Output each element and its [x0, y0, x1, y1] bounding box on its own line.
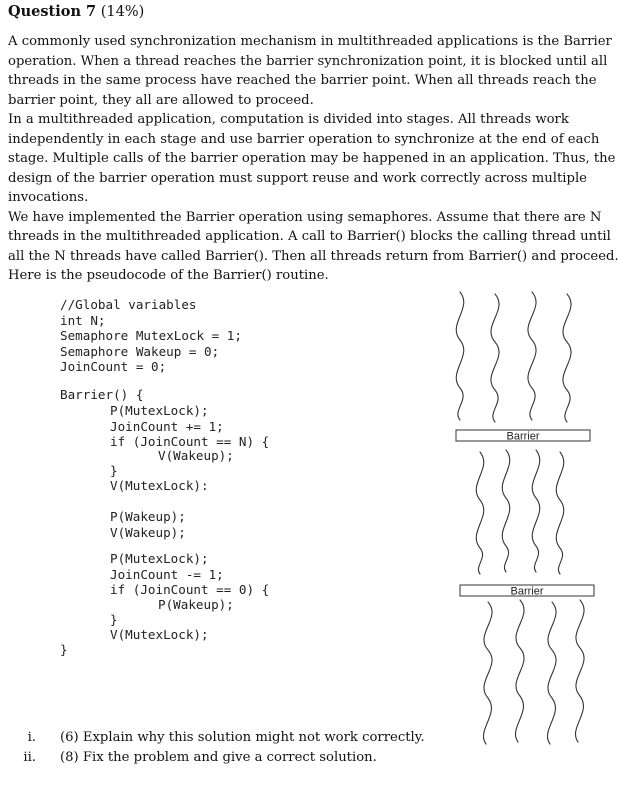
code-line: Semaphore Wakeup = 0;: [60, 343, 220, 359]
code-func-header: Barrier() {: [60, 387, 144, 402]
thread-wave: [491, 294, 499, 422]
code-line: JoinCount = 0;: [60, 359, 167, 375]
barrier-diagram: [440, 282, 620, 752]
sub-question: [0, 748, 620, 768]
barrier-label-2: Barrier: [510, 585, 544, 598]
code-line: P(MutexLock);: [110, 551, 209, 566]
code-line: V(MutexLock):: [110, 478, 209, 493]
question-title: [8, 2, 144, 22]
thread-wave: [528, 292, 536, 420]
sub-question: [0, 728, 620, 748]
code-line: if (JoinCount == 0) {: [110, 582, 270, 598]
question-number: Question 7: [8, 3, 97, 20]
thread-wave: [476, 452, 484, 574]
code-line: Semaphore MutexLock = 1;: [60, 328, 242, 344]
thread-wave: [456, 292, 464, 420]
code-line: }: [110, 463, 118, 478]
code-line: V(Wakeup);: [158, 448, 234, 463]
code-line: P(Wakeup);: [110, 509, 186, 524]
paragraph-intro: A commonly used synchronization mechanism in multithreaded applications is the Barrier operation. When a thread reaches the barrier synchronization point, it is blocked until all threads in the same process have reached the barrier point. When all threads reach the barrier point, they all are allowed to proceed.: [8, 34, 612, 108]
code-block-depart: [110, 551, 269, 598]
thread-wave: [575, 600, 584, 742]
code-line: P(Wakeup);: [158, 597, 234, 612]
sub-questions: [0, 728, 620, 768]
sub-question-number: ii.: [23, 750, 36, 765]
sub-question-text: (6) Explain why this solution might not work correctly.: [60, 730, 425, 745]
code-func-close: }: [60, 642, 68, 657]
code-line: if (JoinCount == N) {: [110, 434, 270, 450]
code-line: JoinCount += 1;: [110, 418, 224, 434]
code-line: //Global variables: [60, 297, 197, 312]
barrier-label-1: Barrier: [506, 430, 540, 443]
question-body: [8, 32, 620, 286]
thread-wave: [502, 450, 510, 572]
code-block-wait: [110, 509, 186, 540]
code-line: P(MutexLock);: [110, 403, 209, 418]
thread-wave: [556, 452, 564, 574]
thread-wave: [547, 602, 556, 744]
thread-wave: [532, 450, 540, 572]
code-line: int N;: [60, 312, 106, 328]
code-block-arrive: [110, 403, 269, 450]
code-line: V(MutexLock);: [110, 627, 209, 642]
paragraph-implementation: We have implemented the Barrier operation using semaphores. Assume that there are N threads in the multithreaded application. A call to Barrier() blocks the calling thread until all the N threads have called Barrier(). Then all threads return from Barrier() and proceed. Here is the pseudocode of the Barrier() routine.: [8, 209, 619, 283]
code-line: JoinCount -= 1;: [110, 566, 224, 582]
thread-wave: [515, 600, 524, 742]
question-weight: (14%): [100, 4, 145, 20]
paragraph-stages: In a multithreaded application, computation is divided into stages. All threads work independently in each stage and use barrier operation to synchronize at the end of each stage. Multiple calls of the barrier operation may be happened in an application. Thus, the design of the barrier operation must support reuse and work correctly across multiple invocations.: [8, 112, 616, 205]
code-line: }: [110, 612, 118, 627]
code-globals: [60, 297, 242, 375]
thread-wave: [563, 294, 571, 422]
code-line: V(Wakeup);: [110, 524, 186, 540]
sub-question-number: i.: [27, 730, 36, 745]
sub-question-text: (8) Fix the problem and give a correct solution.: [60, 750, 377, 765]
thread-wave: [483, 602, 492, 744]
